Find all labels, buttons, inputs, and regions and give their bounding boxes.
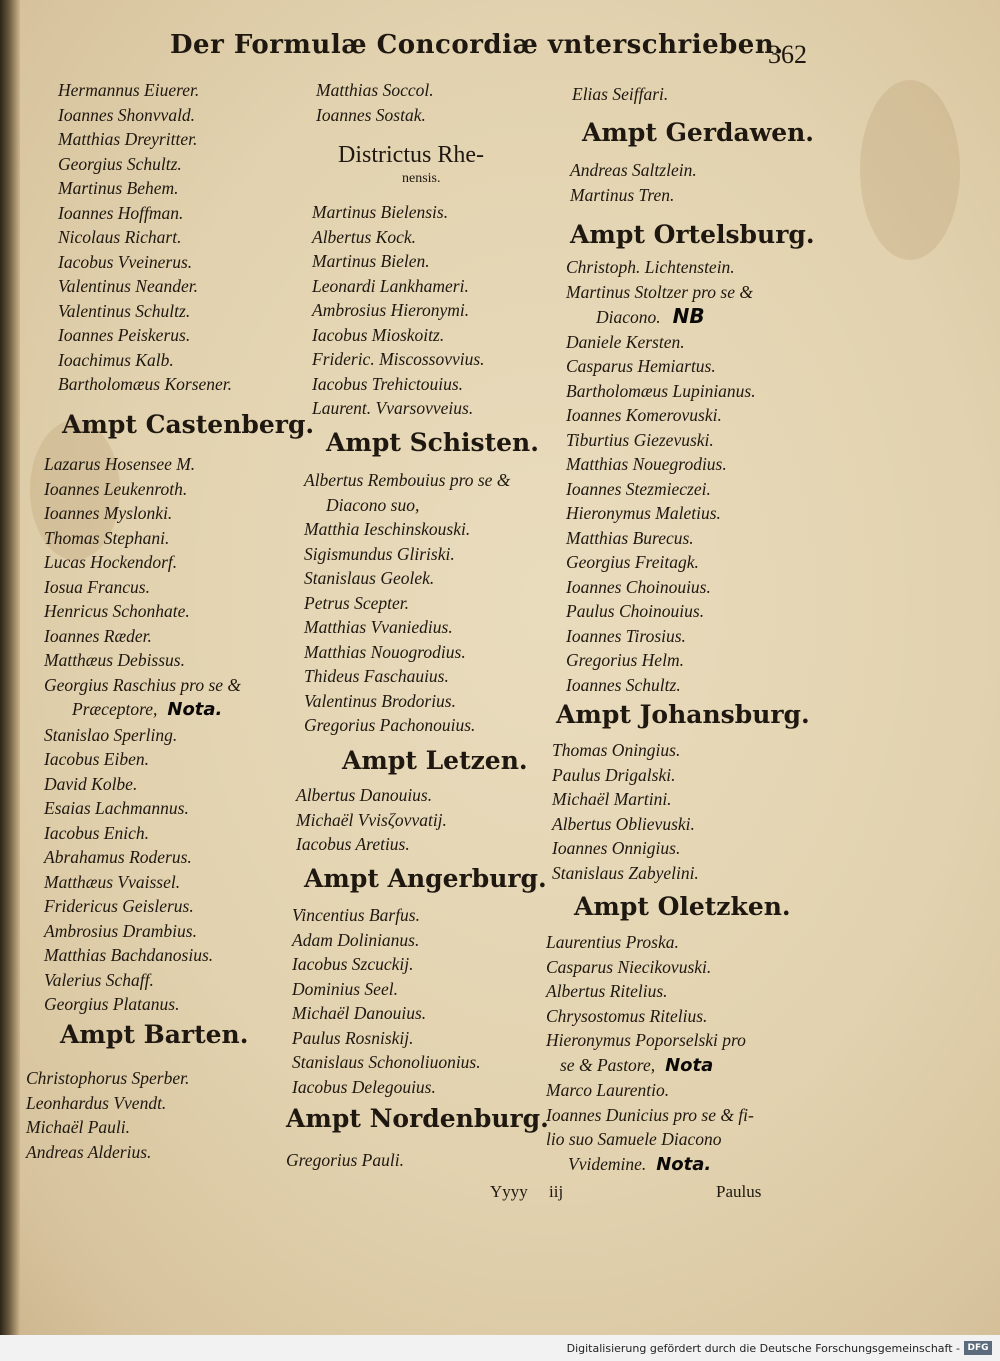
list-item: Diacono. NB [596, 304, 705, 328]
list-item: Matthias Dreyritter. [58, 129, 198, 149]
list-item: Iacobus Eiben. [44, 749, 149, 769]
list-item: Matthias Nouegrodius. [566, 454, 727, 474]
list-item: Ioannes Choinouius. [566, 576, 711, 597]
list-item: Matthia Ieschinskouski. [304, 519, 471, 539]
list-item: Paulus Rosniskij. [292, 1027, 414, 1048]
list-item: Albertus Danouius. [296, 785, 433, 805]
list-item: Matthæus Vvaissel. [44, 871, 181, 892]
list-item: Ioannes Dunicius pro se & fi- [546, 1104, 754, 1125]
list-item: Paulus Drigalski. [552, 764, 676, 785]
section-heading: Ampt Johansburg. [556, 700, 810, 729]
letzen-list [296, 783, 447, 857]
list-item: Diacono suo, [326, 494, 420, 515]
list-item: Ioannes Myslonki. [44, 503, 173, 523]
column-2 [316, 78, 434, 127]
list-item: Petrus Scepter. [304, 592, 409, 613]
johansburg-list [552, 738, 699, 885]
list-item: Michaël Martini. [552, 789, 672, 809]
list-item: Frideric. Miscossovvius. [312, 349, 485, 369]
list-item: Elias Seiffari. [572, 84, 669, 104]
list-item: lio suo Samuele Diacono [546, 1129, 722, 1149]
list-item: Tiburtius Giezevuski. [566, 429, 714, 450]
paper-stain [860, 80, 960, 260]
list-item: Iacobus Mioskoitz. [312, 324, 445, 345]
attribution-text: Digitalisierung gefördert durch die Deutsche Forschungsgemeinschaft - [566, 1342, 960, 1355]
list-item: Ioannes Ræder. [44, 625, 152, 646]
list-item: Valentinus Brodorius. [304, 690, 456, 711]
list-item: Ioannes Komerovuski. [566, 405, 722, 425]
section-heading-continuation: nensis. [402, 171, 441, 186]
list-item: Chrysostomus Ritelius. [546, 1005, 708, 1026]
list-item: Iacobus Enich. [44, 822, 149, 843]
list-item: Andreas Alderius. [26, 1141, 152, 1162]
list-item: Michaël Danouius. [292, 1003, 427, 1023]
list-item: Martinus Bielen. [312, 251, 430, 271]
list-item: Lazarus Hosensee M. [44, 454, 196, 474]
nordenburg-list [286, 1148, 404, 1173]
list-item: Christophorus Sperber. [26, 1068, 190, 1088]
schisten-list [304, 468, 510, 738]
castenberg-list [44, 452, 241, 1017]
list-item: Ambrosius Drambius. [44, 920, 197, 941]
list-item: Abrahamus Roderus. [44, 847, 192, 867]
page-number: 362 [768, 40, 807, 69]
list-item: Iacobus Aretius. [296, 834, 410, 854]
page-gutter [0, 0, 20, 1335]
list-item: Paulus Choinouius. [566, 601, 705, 621]
list-item: Præceptore, Nota. [72, 699, 223, 720]
list-item: Matthias Burecus. [566, 527, 694, 548]
signature-mark: Yyyy iij [490, 1182, 564, 1201]
section-castenberg [62, 410, 314, 439]
list-item: Nicolaus Richart. [58, 227, 182, 247]
list-item: Iacobus Trehictouius. [312, 373, 464, 394]
list-item: Matthæus Debissus. [44, 650, 185, 670]
list-item: Martinus Behem. [58, 178, 179, 198]
list-item: Ioannes Shonvvald. [58, 104, 196, 125]
list-item: Georgius Platanus. [44, 994, 180, 1014]
section-heading: Ampt Letzen. [342, 746, 528, 775]
list-item: Ioannes Schultz. [566, 674, 681, 695]
list-item: David Kolbe. [44, 773, 138, 794]
section-heading: Ampt Angerburg. [304, 864, 547, 893]
list-item: Ioannes Sostak. [316, 104, 426, 125]
section-heading: Ampt Schisten. [326, 428, 539, 457]
list-item: Albertus Rembouius pro se & [304, 470, 511, 490]
section-ortelsburg [570, 220, 815, 249]
ortelsburg-list [566, 255, 756, 697]
gerdawen-list [570, 158, 697, 207]
list-item: Matthias Nouogrodius. [304, 641, 466, 662]
section-district [338, 142, 484, 187]
name-list [58, 78, 232, 397]
list-item: Georgius Freitagk. [566, 552, 699, 572]
list-item: Michaël Pauli. [26, 1117, 131, 1137]
section-heading: Ampt Nordenburg. [286, 1104, 549, 1133]
list-item: Laurentius Proska. [546, 932, 679, 952]
list-item: Martinus Stoltzer pro se & [566, 281, 753, 302]
list-item: Lucas Hockendorf. [44, 552, 178, 572]
list-item: Martinus Tren. [570, 184, 675, 205]
list-item: Bartholomæus Lupinianus. [566, 380, 756, 401]
list-item: Ioannes Tirosius. [566, 625, 686, 646]
list-item: Albertus Oblievuski. [552, 813, 695, 834]
angerburg-list [292, 903, 481, 1099]
list-item: Laurent. Vvarsovveius. [312, 398, 474, 418]
dfg-logo: DFG [964, 1341, 992, 1355]
list-item: Thomas Oningius. [552, 740, 681, 760]
list-item: se & Pastore, Nota [560, 1054, 714, 1076]
list-item: Ioannes Onnigius. [552, 838, 681, 858]
list-item: Ioannes Leukenroth. [44, 478, 188, 499]
list-item: Stanislaus Schonoliuonius. [292, 1052, 481, 1072]
list-item: Iacobus Delegouius. [292, 1076, 436, 1097]
section-schisten [326, 428, 539, 457]
list-item: Martinus Bielensis. [312, 202, 449, 222]
list-item: Andreas Saltzlein. [570, 160, 697, 180]
list-item: Michaël Vvisζovvatij. [296, 809, 447, 830]
section-heading: Ampt Castenberg. [62, 410, 315, 439]
list-item: Fridericus Geislerus. [44, 896, 194, 916]
list-item: Leonhardus Vvendt. [26, 1092, 167, 1113]
list-item: Valentinus Neander. [58, 276, 198, 296]
list-item: Ioannes Hoffman. [58, 202, 184, 223]
list-item: Dominius Seel. [292, 978, 398, 999]
list-item: Marco Laurentio. [546, 1080, 670, 1100]
nota-marginal: Nota. [656, 1153, 712, 1175]
list-item: Matthias Bachdanosius. [44, 945, 214, 965]
list-item: Leonardi Lankhameri. [312, 275, 469, 296]
section-heading: Districtus Rhe- [338, 142, 484, 168]
list-item: Gregorius Helm. [566, 650, 684, 670]
list-item: Casparus Hemiartus. [566, 356, 716, 376]
section-heading: Ampt Ortelsburg. [570, 220, 815, 249]
catchword: Paulus [716, 1182, 762, 1201]
list-item: Ambrosius Hieronymi. [312, 300, 470, 320]
list-item: Gregorius Pachonouius. [304, 715, 476, 735]
section-johansburg [556, 700, 810, 729]
list-item: Esaias Lachmannus. [44, 798, 189, 818]
list-item: Albertus Ritelius. [546, 981, 668, 1001]
list-item: Stanislaus Zabyelini. [552, 862, 699, 883]
column-3 [572, 82, 668, 107]
list-item: Matthias Vvaniedius. [304, 617, 453, 637]
list-item: Thideus Faschauius. [304, 666, 449, 686]
list-item: Iacobus Szcuckij. [292, 954, 414, 974]
list-item: Bartholomæus Korsener. [58, 374, 233, 394]
list-item: Vincentius Barfus. [292, 905, 420, 925]
list-item: Ioachimus Kalb. [58, 349, 174, 370]
section-letzen [342, 746, 528, 775]
section-angerburg [304, 864, 547, 893]
list-item: Valerius Schaff. [44, 969, 154, 990]
list-item: Iacobus Vveinerus. [58, 251, 193, 272]
list-item: Gregorius Pauli. [286, 1150, 404, 1170]
section-heading: Ampt Gerdawen. [582, 118, 814, 147]
list-item: Hieronymus Poporselski pro [546, 1030, 746, 1050]
list-item: Adam Dolinianus. [292, 929, 420, 950]
list-item: Hermannus Eiuerer. [58, 80, 200, 100]
section-nordenburg [286, 1104, 549, 1133]
column-1 [58, 78, 232, 397]
section-barten [60, 1020, 248, 1049]
barten-list [26, 1066, 189, 1164]
section-gerdawen [582, 118, 814, 147]
nb-marginal: NB [672, 304, 705, 328]
list-item: Thomas Stephani. [44, 527, 170, 548]
list-item: Sigismundus Gliriski. [304, 543, 455, 564]
list-item: Vvidemine. Nota. [568, 1153, 712, 1175]
list-item: Iosua Francus. [44, 576, 150, 597]
list-item: Daniele Kersten. [566, 331, 685, 352]
oletzken-list [546, 930, 754, 1177]
list-item: Albertus Kock. [312, 226, 417, 247]
list-item: Henricus Schonhate. [44, 601, 190, 621]
list-item: Casparus Niecikovuski. [546, 956, 712, 977]
list-item: Christoph. Lichtenstein. [566, 257, 735, 277]
section-heading: Ampt Oletzken. [574, 892, 791, 921]
running-head: Der Formulæ Concordiæ vnterschrieben. [170, 30, 784, 60]
list-item: Stanislaus Geolek. [304, 568, 435, 588]
list-item: Georgius Raschius pro se & [44, 674, 242, 695]
list-item: Stanislao Sperling. [44, 724, 178, 745]
section-heading: Ampt Barten. [60, 1020, 249, 1049]
list-item: Ioannes Stezmieczei. [566, 478, 711, 499]
nota-marginal: Nota [665, 1054, 714, 1076]
district-list [312, 200, 485, 421]
section-oletzken [574, 892, 791, 921]
list-item: Hieronymus Maletius. [566, 503, 721, 523]
list-item: Valentinus Schultz. [58, 300, 191, 321]
nota-marginal: Nota. [167, 699, 223, 720]
list-item: Georgius Schultz. [58, 153, 182, 174]
list-item: Ioannes Peiskerus. [58, 325, 191, 345]
list-item: Matthias Soccol. [316, 80, 434, 100]
